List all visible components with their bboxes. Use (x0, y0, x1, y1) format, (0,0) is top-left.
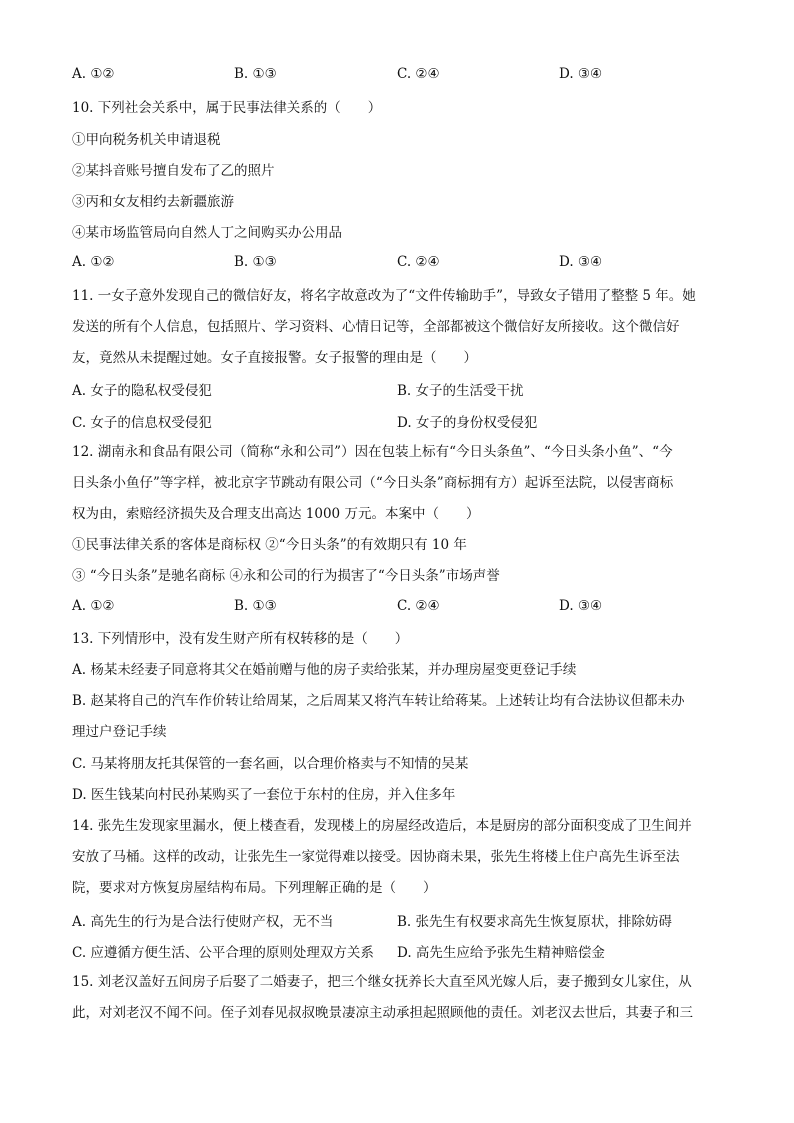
q12-option-c[interactable]: C. ②④ (397, 598, 440, 614)
q13-option-a[interactable]: A. 杨某未经妻子同意将其父在婚前赠与他的房子卖给张某，并办理房屋变更登记手续 (72, 662, 577, 678)
q10-item-3: ③丙和女友相约去新疆旅游 (72, 194, 234, 210)
q14-option-c[interactable]: C. 应遵循方便生活、公平合理的原则处理双方关系 (72, 945, 374, 961)
q10-options (72, 254, 722, 274)
q10-option-d[interactable]: D. ③④ (559, 254, 603, 270)
q12-stem-line-2: 日头条小鱼仔”等字样，被北京字节跳动有限公司（“今日头条”商标拥有方）起诉至法院，以侵害商标 (72, 475, 674, 491)
q14-option-b[interactable]: B. 张先生有权要求高先生恢复原状，排除妨碍 (397, 914, 673, 930)
q14-stem-line-1: 14. 张先生发现家里漏水，便上楼查看，发现楼上的房屋经改造后，本是厨房的部分面积变成了卫生间并 (72, 818, 692, 834)
q14-options-row-1 (72, 910, 722, 930)
q11-options-row-2 (72, 411, 722, 431)
q14-option-d[interactable]: D. 高先生应给予张先生精神赔偿金 (397, 945, 605, 961)
q14-stem-line-3: 院，要求对方恢复房屋结构布局。下列理解正确的是（ ） (72, 880, 437, 896)
q10-stem: 10. 下列社会关系中，属于民事法律关系的（ ） (72, 100, 382, 116)
q12-stem-line-3: 权为由，索赔经济损失及合理支出高达 1000 万元。本案中（ ） (72, 506, 480, 522)
q15-stem-line-1: 15. 刘老汉盖好五间房子后娶了二婚妻子，把三个继女抚养长大直至风光嫁人后，妻子搬到女儿家住，从 (72, 974, 692, 990)
q9-options (72, 66, 722, 86)
q9-option-d[interactable]: D. ③④ (559, 66, 603, 82)
q11-stem-line-3: 友，竟然从未提醒过她。女子直接报警。女子报警的理由是（ ） (72, 350, 477, 366)
q11-options-row-1 (72, 379, 722, 399)
q11-stem-line-1: 11. 一女子意外发现自己的微信好友，将名字故意改为了“文件传输助手”，导致女子错用了整整 5 年。她 (72, 288, 696, 304)
q10-item-1: ①甲向税务机关申请退税 (72, 132, 221, 148)
q13-stem: 13. 下列情形中，没有发生财产所有权转移的是（ ） (72, 631, 409, 647)
q10-option-c[interactable]: C. ②④ (397, 254, 440, 270)
q12-option-d[interactable]: D. ③④ (559, 598, 603, 614)
q11-option-b[interactable]: B. 女子的生活受干扰 (397, 383, 524, 399)
q12-option-b[interactable]: B. ①③ (234, 598, 277, 614)
q13-option-b[interactable]: B. 赵某将自己的汽车作价转让给周某，之后周某又将汽车转让给蒋某。上述转让均有合法协议但都未办 (72, 693, 685, 709)
q12-stem-line-1: 12. 湖南永和食品有限公司（简称“永和公司”）因在包装上标有“今日头条鱼”、“今日头条小鱼”、“今 (72, 444, 673, 460)
q13-option-b-cont[interactable]: 理过户登记手续 (72, 724, 167, 740)
q15-stem-line-2: 此，对刘老汉不闻不问。侄子刘春见叔叔晚景凄凉主动承担起照顾他的责任。刘老汉去世后，其妻子和三 (72, 1005, 693, 1021)
q11-option-d[interactable]: D. 女子的身份权受侵犯 (397, 415, 538, 431)
q12-option-a[interactable]: A. ①② (72, 598, 115, 614)
q14-options-row-2 (72, 941, 722, 961)
q14-stem-line-2: 安放了马桶。这样的改动，让张先生一家觉得难以接受。因协商未果，张先生将楼上住户高先生诉至法 (72, 849, 680, 865)
q13-option-c[interactable]: C. 马某将朋友托其保管的一套名画，以合理价格卖与不知情的吴某 (72, 756, 469, 772)
q12-options (72, 598, 722, 618)
q11-option-c[interactable]: C. 女子的信息权受侵犯 (72, 415, 212, 431)
q12-item-line-1: ①民事法律关系的客体是商标权 ②“今日头条”的有效期只有 10 年 (72, 537, 467, 553)
q10-option-b[interactable]: B. ①③ (234, 254, 277, 270)
q9-option-a[interactable]: A. ①② (72, 66, 115, 82)
q12-item-line-2: ③ “今日头条”是驰名商标 ④永和公司的行为损害了“今日头条”市场声誉 (72, 568, 500, 584)
q13-option-d[interactable]: D. 医生钱某向村民孙某购买了一套位于东村的住房，并入住多年 (72, 787, 456, 803)
q9-option-c[interactable]: C. ②④ (397, 66, 440, 82)
q10-item-4: ④某市场监管局向自然人丁之间购买办公用品 (72, 225, 342, 241)
q14-option-a[interactable]: A. 高先生的行为是合法行使财产权，无不当 (72, 914, 334, 930)
q10-item-2: ②某抖音账号擅自发布了乙的照片 (72, 163, 275, 179)
q11-option-a[interactable]: A. 女子的隐私权受侵犯 (72, 383, 212, 399)
q9-option-b[interactable]: B. ①③ (234, 66, 277, 82)
q10-option-a[interactable]: A. ①② (72, 254, 115, 270)
q11-stem-line-2: 发送的所有个人信息，包括照片、学习资料、心情日记等，全部都被这个微信好友所接收。这个微信好 (72, 319, 680, 335)
